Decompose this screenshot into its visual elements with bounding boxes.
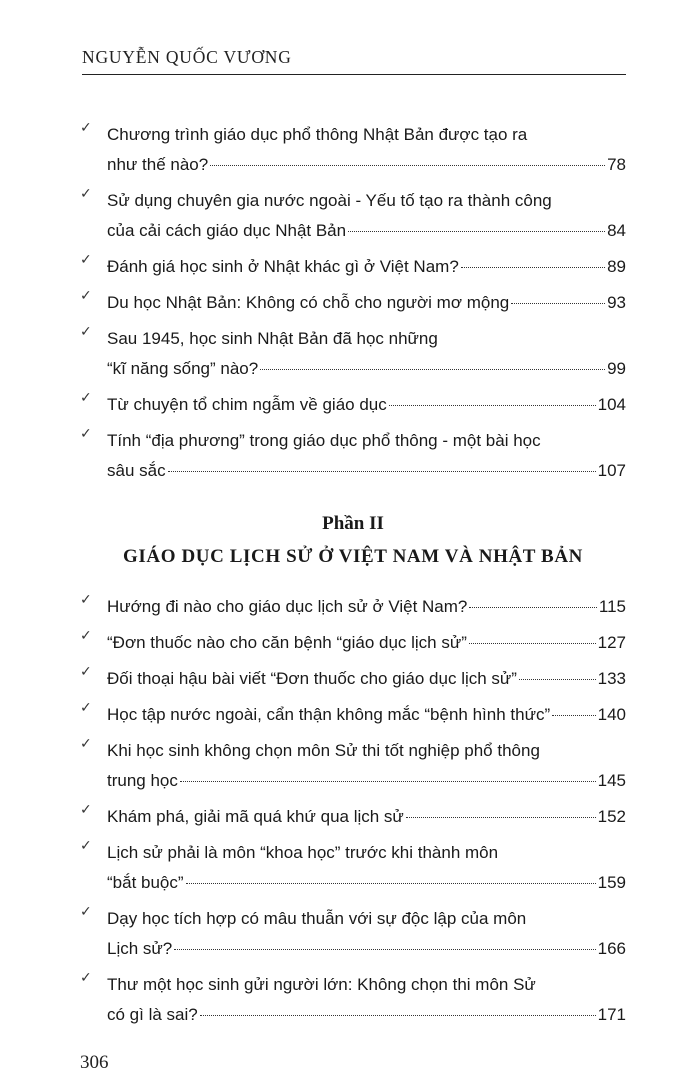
checkmark-icon: ✓ <box>80 904 92 920</box>
toc-part1 <box>80 120 626 486</box>
dot-leader <box>389 404 596 406</box>
running-header <box>82 46 626 75</box>
checkmark-icon: ✓ <box>80 426 92 442</box>
dot-leader <box>180 780 596 782</box>
toc-entry <box>80 628 626 658</box>
toc-page-number: 140 <box>597 705 626 724</box>
toc-entry-title: Học tập nước ngoài, cẩn thận không mắc “bệnh hình thức” <box>107 705 551 724</box>
toc-entry-title: Chương trình giáo dục phổ thông Nhật Bản được tạo ra <box>107 125 528 144</box>
dot-leader <box>348 230 605 232</box>
toc-entry-title: Sử dụng chuyên gia nước ngoài - Yếu tố tạo ra thành công <box>107 191 552 210</box>
checkmark-icon: ✓ <box>80 592 92 608</box>
checkmark-icon: ✓ <box>80 390 92 406</box>
toc-entry-title: trung học <box>107 771 178 790</box>
toc-entry <box>80 324 626 384</box>
toc-entry-title: Du học Nhật Bản: Không có chỗ cho người mơ mộng <box>107 293 510 312</box>
author-name: NGUYỄN QUỐC VƯƠNG <box>82 47 292 67</box>
toc-entry-title: “bắt buộc” <box>107 873 184 892</box>
toc-entry-lastline <box>107 664 626 694</box>
toc-entry <box>80 736 626 796</box>
dot-leader <box>469 606 597 608</box>
toc-part2 <box>80 592 626 1030</box>
toc-entry-lastline <box>107 252 626 282</box>
checkmark-icon: ✓ <box>80 120 92 136</box>
toc-entry-title: có gì là sai? <box>107 1005 198 1024</box>
toc-entry-lastline <box>107 592 626 622</box>
toc-entry-title: Sau 1945, học sinh Nhật Bản đã học những <box>107 329 438 348</box>
toc-entry-lastline <box>107 700 626 730</box>
toc-page-number: 115 <box>598 597 626 616</box>
dot-leader <box>406 816 596 818</box>
toc-entry-title: sâu sắc <box>107 461 166 480</box>
toc-entry <box>80 186 626 246</box>
part2-heading <box>80 512 626 570</box>
toc-entry-title: Đối thoại hậu bài viết “Đơn thuốc cho giáo dục lịch sử” <box>107 669 517 688</box>
toc-page-number: 84 <box>607 221 626 240</box>
dot-leader <box>461 266 605 268</box>
dot-leader <box>260 368 605 370</box>
toc-page-number: 133 <box>597 669 626 688</box>
checkmark-icon: ✓ <box>80 736 92 752</box>
toc-entry-title: Tính “địa phương” trong giáo dục phổ thông - một bài học <box>107 431 541 450</box>
toc-entry <box>80 426 626 486</box>
toc-entry-title: của cải cách giáo dục Nhật Bản <box>107 221 347 240</box>
toc-page-number: 93 <box>607 293 626 312</box>
toc-entry-lastline <box>107 802 626 832</box>
toc-page-number: 104 <box>597 395 626 414</box>
dot-leader <box>552 714 596 716</box>
toc-entry <box>80 120 626 180</box>
dot-leader <box>469 642 596 644</box>
checkmark-icon: ✓ <box>80 324 92 340</box>
toc-entry-title: Khi học sinh không chọn môn Sử thi tốt nghiệp phổ thông <box>107 741 540 760</box>
toc-entry-title: Dạy học tích hợp có mâu thuẫn với sự độc lập của môn <box>107 909 527 928</box>
dot-leader <box>210 164 605 166</box>
toc-entry <box>80 592 626 622</box>
toc-entry <box>80 802 626 832</box>
toc-entry-title: như thế nào? <box>107 155 209 174</box>
checkmark-icon: ✓ <box>80 186 92 202</box>
toc-entry-title: Từ chuyện tổ chim ngẫm về giáo dục <box>107 395 387 414</box>
toc-entry-lastline <box>107 288 626 318</box>
checkmark-icon: ✓ <box>80 838 92 854</box>
toc-entry-lastline <box>107 934 626 964</box>
toc-entry-lastline <box>107 766 626 796</box>
toc-page-number: 145 <box>597 771 626 790</box>
toc-entry <box>80 390 626 420</box>
toc-entry <box>80 838 626 898</box>
toc-page-number: 99 <box>607 359 626 378</box>
toc-entry-lastline <box>107 354 626 384</box>
checkmark-icon: ✓ <box>80 802 92 818</box>
checkmark-icon: ✓ <box>80 288 92 304</box>
toc-entry-lastline <box>107 216 626 246</box>
toc-entry <box>80 288 626 318</box>
toc-entry-title: Khám phá, giải mã quá khứ qua lịch sử <box>107 807 404 826</box>
toc-page-number: 127 <box>597 633 626 652</box>
toc-page-number: 107 <box>597 461 626 480</box>
toc-entry-title: Thư một học sinh gửi người lớn: Không chọn thi môn Sử <box>107 975 536 994</box>
toc-entry-title: “Đơn thuốc nào cho căn bệnh “giáo dục lịch sử” <box>107 633 467 652</box>
toc-entry <box>80 252 626 282</box>
toc-page-number: 166 <box>597 939 626 958</box>
toc-page-number: 159 <box>597 873 626 892</box>
checkmark-icon: ✓ <box>80 700 92 716</box>
toc-entry <box>80 904 626 964</box>
toc-page-number: 89 <box>607 257 626 276</box>
toc-entry <box>80 664 626 694</box>
toc-entry-lastline <box>107 150 626 180</box>
toc-entry-lastline <box>107 1000 626 1030</box>
toc-page-number: 78 <box>607 155 626 174</box>
checkmark-icon: ✓ <box>80 664 92 680</box>
toc-entry <box>80 970 626 1030</box>
checkmark-icon: ✓ <box>80 970 92 986</box>
toc-entry-lastline <box>107 628 626 658</box>
toc-entry-lastline <box>107 456 626 486</box>
dot-leader <box>186 882 596 884</box>
dot-leader <box>519 678 596 680</box>
part-label: Phần II <box>322 513 384 534</box>
toc-entry-lastline <box>107 868 626 898</box>
checkmark-icon: ✓ <box>80 252 92 268</box>
toc-entry-title: Hướng đi nào cho giáo dục lịch sử ở Việt Nam? <box>107 597 468 616</box>
dot-leader <box>168 470 596 472</box>
page-number: 306 <box>80 1052 109 1073</box>
checkmark-icon: ✓ <box>80 628 92 644</box>
toc-entry-lastline <box>107 390 626 420</box>
part-title: GIÁO DỤC LỊCH SỬ Ở VIỆT NAM VÀ NHẬT BẢN <box>123 546 583 567</box>
dot-leader <box>200 1014 596 1016</box>
toc-entry-title: Lịch sử? <box>107 939 173 958</box>
toc-page-number: 152 <box>597 807 626 826</box>
dot-leader <box>511 302 605 304</box>
dot-leader <box>174 948 595 950</box>
toc-entry <box>80 700 626 730</box>
toc-entry-title: Đánh giá học sinh ở Nhật khác gì ở Việt Nam? <box>107 257 459 276</box>
toc-page-number: 171 <box>597 1005 626 1024</box>
toc-entry-title: Lịch sử phải là môn “khoa học” trước khi thành môn <box>107 843 499 862</box>
toc-entry-title: “kĩ năng sống” nào? <box>107 359 259 378</box>
